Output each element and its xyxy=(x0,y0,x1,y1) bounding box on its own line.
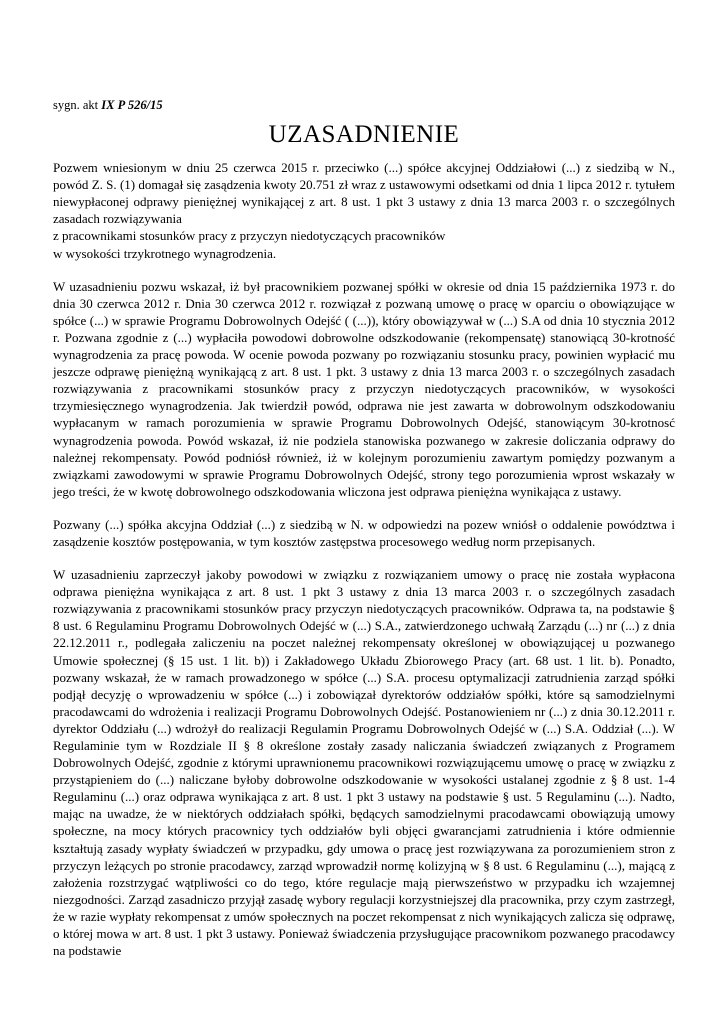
paragraph-claim-line: w wysokości trzykrotnego wynagrodzenia. xyxy=(53,245,277,261)
document-title: UZASADNIENIE xyxy=(268,121,460,149)
paragraph-response: Pozwany (...) spółka akcyjna Oddział (...) z siedzibą w N. w odpowiedzi na pozew wniósł o oddalenie powództwa i zasądzenie kosztów postępowania, w tym kosztów zastępstwa procesowego według norm przepisanych. xyxy=(53,516,675,549)
paragraph-defendant-reasoning: W uzasadnieniu zaprzeczył jakoby powodowi w związku z rozwiązaniem umowy o pracę nie została wypłacona odprawa pieniężna wynikająca z art. 8 ust. 1 pkt 3 ustawy z dnia 13 marca 2003 r. o szczególnych zasadach rozwiązywania z pracownikami stosunków pracy przyczyn niedotyczących pracowników. Odprawa ta, na podstawie § 8 ust. 6 Regulaminu Programu Dobrowolnych Odejść w (...) S.A., zatwierdzonego uchwałą Zarządu (...) nr (...) z dnia 22.12.2011 r., podlegała zaliczeniu na poczet należnej rekompensaty określonej w obowiązującej u pozwanego Umowie społecznej (§ 15 ust. 1 lit. b)) i Zakładowego Układu Zbiorowego Pracy (art. 68 ust. 1 lit. b). Ponadto, pozwany wskazał, że w ramach prowadzonego w spółce (...) S.A. procesu optymalizacji zatrudnienia zarząd spółki podjął decyzję o wprowadzeniu w spółce (...) i zobowiązał dyrektorów oddziałów spółki, które są samodzielnymi pracodawcami do wdrożenia i realizacji Programu Dobrowolnych Odejść. Postanowieniem nr (...) z dnia 30.12.2011 r. dyrektor Oddziału (...) wdrożył do realizacji Regulamin Programu Dobrowolnych Odejść w (...) S.A. Oddział (...). W Regulaminie tym w Rozdziale II § 8 określone zostały zasady naliczania świadczeń związanych z Programem Dobrowolnych Odejść, zgodnie z którymi uprawnionemu pracownikowi rozwiązującemu umowę o pracę w związku z przystąpieniem do (...) naliczane byłoby dobrowolne odszkodowanie w wysokości ustalanej zgodnie z § 8 ust. 1-4 Regulaminu (...) oraz odprawa wynikająca z art. 8 ust. 1 pkt 3 ustawy na podstawie § ust. 5 Regulaminu (...). Nadto, mając na uwadze, że w niektórych oddziałach spółki, będących samodzielnymi pracodawcami obowiązują umowy społeczne, na mocy których pracownicy tych oddziałów byli objęci gwarancjami zatrudnienia i które odmiennie kształtują zasady wypłaty świadczeń w przypadku, gdy umowa o pracę jest rozwiązywana za porozumieniem stron z przyczyn leżących po stronie pracodawcy, zarząd wprowadził normę kolizyjną w § 8 ust. 6 Regulaminu (...), mającą z założenia rozstrzygać wątpliwości co do tego, które regulacje mają pierwszeństwo w przypadku ich wzajemnej niezgodności. Zarząd zasadniczo przyjął zasadę wybory regulacji korzystniejszej dla pracownika, przy czym zastrzegł, że w razie wypłaty rekompensat z umów społecznych na poczet rekompensat z nich wynikających zalicza się odprawę, o której mowa w art. 8 ust. 1 pkt 3 ustawy. Ponieważ świadczenia przysługujące pracownikom pozwanego pracodawcy na podstawie xyxy=(53,567,675,959)
paragraph-justification: W uzasadnieniu pozwu wskazał, iż był pracownikiem pozwanej spółki w okresie od dnia 15 października 1973 r. do dnia 30 czerwca 2012 r. Dnia 30 czerwca 2012 r. rozwiązał z pozwaną umowę o pracę w oparciu o obowiązujące w spółce (...) w sprawie Programu Dobrowolnych Odejść ( (...)), który obowiązywał w (...) S.A od dnia 10 stycznia 2012 r. Pozwana zgodnie z (...) wypłaciła powodowi dobrowolne odszkodowanie (rekompensatę) stanowiącą 30-krotność wynagrodzenia za pracę powoda. W ocenie powoda pozwany po rozwiązaniu stosunku pracy, powinien wypłacić mu jeszcze odprawę pieniężną wynikającą z art. 8 ust. 1 pkt. 3 ustawy z dnia 13 marca 2003 r. o szczególnych zasadach rozwiązywania z pracownikami stosunków pracy z przyczyn niedotyczących pracowników, w wysokości trzymiesięcznego wynagrodzenia. Jak twierdził powód, odprawa nie jest zawarta w dobrowolnym odszkodowaniu wypłacanym w ramach porozumienia w sprawie Programu Dobrowolnych Odejść, stanowiącym 30-krotnosć wynagrodzenia powoda. Powód wskazał, iż nie podziela stanowiska pozwanego w zakresie doliczania odprawy do należnej rekompensaty. Powód podniósł również, iż w kolejnym porozumieniu zawartym pomiędzy pozwanym a związkami zawodowymi w sprawie Programu Dobrowolnych Odejść, strony tego porozumienia wprost wskazały w jego treści, że w kwotę dobrowolnego odszkodowania wliczona jest odprawa pieniężna wynikająca z ustawy. xyxy=(53,278,675,499)
case-signature xyxy=(53,97,675,114)
paragraph-claim-line: Pozwem wniesionym w dniu 25 czerwca 2015 r. przeciwko (...) spółce akcyjnej Oddziałowi (...) z siedzibą w N., powód Z. S. (1) domagał się zasądzenia kwoty 20.751 zł wraz z ustawowymi odsetkami od dnia 1 lipca 2012 r. tytułem niewypłaconej odprawy pieniężnej wynikającej z art. 8 ust. 1 pkt 3 ustawy z dnia 13 marca 2003 r. o szczególnych zasadach rozwiązywania xyxy=(53,160,675,227)
signature-prefix: sygn. akt xyxy=(53,98,99,112)
paragraph-claim-line: z pracownikami stosunków pracy z przyczyn niedotyczących pracowników xyxy=(53,228,446,244)
case-number: IX P 526/15 xyxy=(101,98,163,112)
paragraph-claim xyxy=(53,159,675,262)
